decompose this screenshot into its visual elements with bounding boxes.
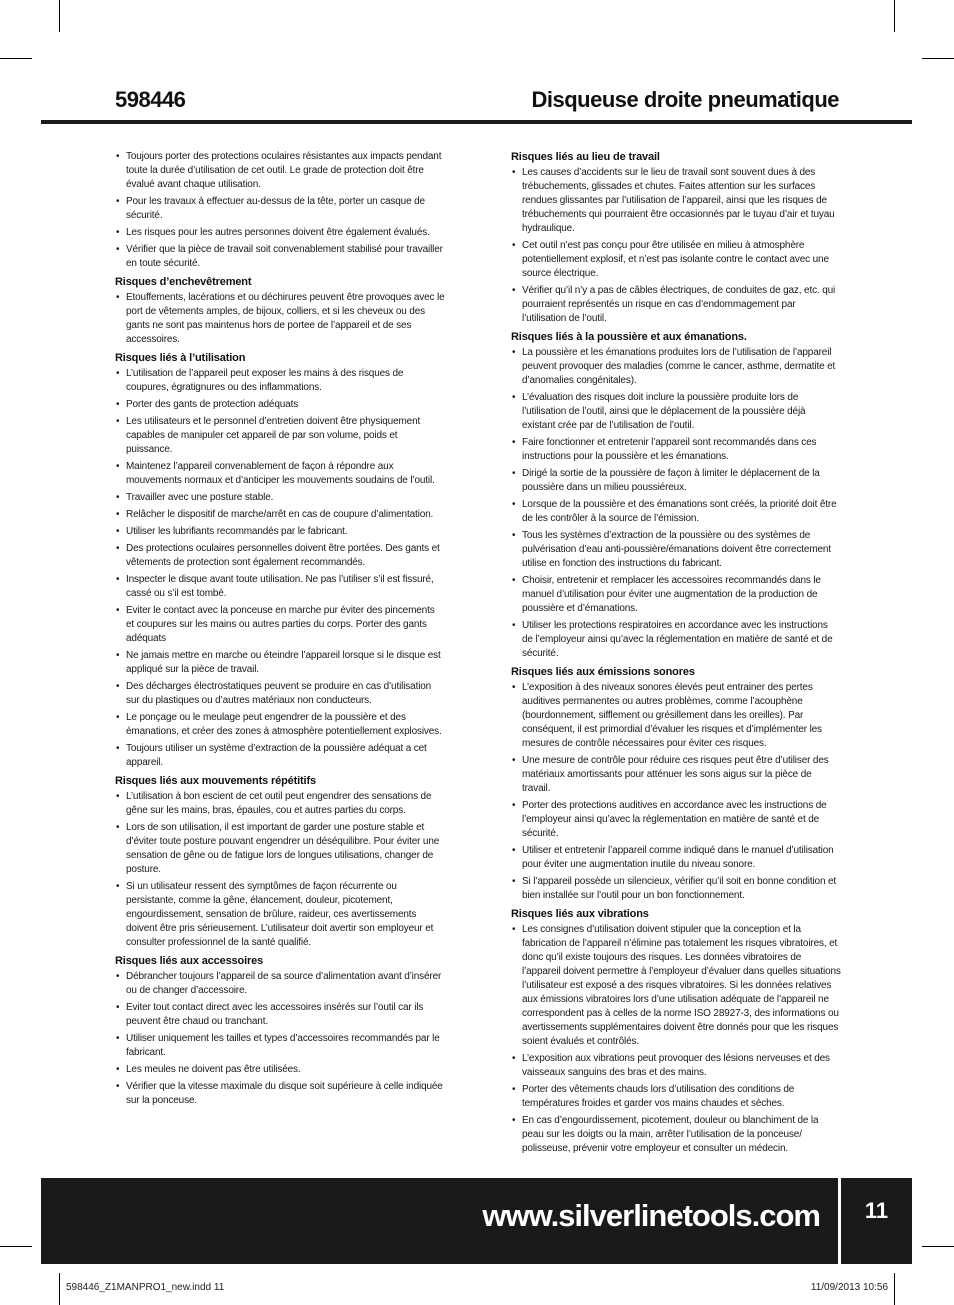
section xyxy=(511,665,841,903)
section xyxy=(115,774,445,950)
bullet-list xyxy=(115,367,445,770)
list-item: • Utiliser uniquement les tailles et types d’accessoires recommandés par le fabricant. xyxy=(115,1032,445,1060)
bullet-list xyxy=(511,346,841,661)
crop-mark xyxy=(922,1246,954,1247)
list-item: • Si l’appareil possède un silencieux, vérifier qu’il soit en bonne condition et bien installée sur l’outil pour un bon fonctionnement. xyxy=(511,875,841,903)
list-item: • L’exposition à des niveaux sonores élevés peut entrainer des pertes auditives permanentes ou autres problèmes, comme l’acouphène (bourdonnement, sifflement ou grésillement dans les oreilles). Par conséquent, il est primordial d’évaluer les risques et d’implémenter les mesures de contrôle nécessaires pour éviter ces risques. xyxy=(511,681,841,751)
section xyxy=(511,907,841,1156)
list-item: • L’évaluation des risques doit inclure la poussière produite lors de l’utilisation de l’outil, ainsi que le déplacement de la poussière déjà existant crée par de l’utilisation de l’outil. xyxy=(511,391,841,433)
bullet-list xyxy=(511,923,841,1156)
list-item: • Toujours porter des protections oculaires résistantes aux impacts pendant toute la durée d’utilisation de cet outil. Le grade de protection doit être évalué avant chaque utilisation. xyxy=(115,150,445,192)
header-rule xyxy=(41,120,912,124)
list-item: • L’utilisation à bon escient de cet outil peut engendrer des sensations de gêne sur les mains, bras, épaules, cou et autres parties du corps. xyxy=(115,790,445,818)
bullet-list xyxy=(115,150,445,271)
list-item: • En cas d’engourdissement, picotement, douleur ou blanchiment de la peau sur les doigts ou la main, arrêter l’utilisation de la ponceuse/ polisseuse, prévenir votre employeur et consulter un médecin. xyxy=(511,1114,841,1156)
section-heading: Risques d’enchevêtrement xyxy=(115,276,252,288)
crop-mark xyxy=(894,0,895,32)
imprint-file: 598446_Z1MANPRO1_new.indd 11 xyxy=(66,1282,225,1293)
list-item: • Des protections oculaires personnelles doivent être portées. Des gants et vêtements de protection sont également recommandés. xyxy=(115,542,445,570)
list-item: • Porter des vêtements chauds lors d’utilisation des conditions de températures froides et garder vos mains chaudes et sèches. xyxy=(511,1083,841,1111)
crop-mark xyxy=(0,58,32,59)
section-heading: Risques liés à la poussière et aux émanations. xyxy=(511,331,747,343)
bullet-list xyxy=(115,291,445,347)
list-item: • Relâcher le dispositif de marche/arrêt en cas de coupure d’alimentation. xyxy=(115,508,445,522)
section xyxy=(115,275,445,347)
list-item: • Vérifier que la pièce de travail soit convenablement stabilisé pour travailler en toute sécurité. xyxy=(115,243,445,271)
page-number-box xyxy=(841,1178,912,1264)
crop-mark xyxy=(922,58,954,59)
list-item: • Débrancher toujours l’appareil de sa source d’alimentation avant d’insérer ou de changer d’accessoire. xyxy=(115,970,445,998)
list-item: • Choisir, entretenir et remplacer les accessoires recommandés dans le manuel d’utilisation pour éviter une augmentation de la production de poussière et d’émanations. xyxy=(511,574,841,616)
list-item: • Cet outil n’est pas conçu pour être utilisée en milieu à atmosphère potentiellement explosif, et n’est pas isolante contre le contact avec une source électrique. xyxy=(511,239,841,281)
list-item: • Le ponçage ou le meulage peut engendrer de la poussière et des émanations, et créer des zones à atmosphère potentiellement explosives. xyxy=(115,711,445,739)
section-heading: Risques liés aux mouvements répétitifs xyxy=(115,775,316,787)
list-item: • Vérifier qu’il n’y a pas de câbles électriques, de conduites de gaz, etc. qui pourraient représentés un risque en cas d’endommagement par l’utilisation de l’outil. xyxy=(511,284,841,326)
list-item: • Travailler avec une posture stable. xyxy=(115,491,445,505)
list-item: • Les utilisateurs et le personnel d’entretien doivent être physiquement capables de manipuler cet appareil de par son volume, poids et puissance. xyxy=(115,415,445,457)
bullet-list xyxy=(115,790,445,950)
section-heading: Risques liés aux émissions sonores xyxy=(511,666,695,678)
list-item: • Des décharges électrostatiques peuvent se produire en cas d’utilisation sur du plastiques ou d’autres matériaux non conducteurs. xyxy=(115,680,445,708)
list-item: • Ne jamais mettre en marche ou éteindre l’appareil lorsque si le disque est appliqué sur la pièce de travail. xyxy=(115,649,445,677)
crop-mark xyxy=(0,1246,32,1247)
list-item: • Porter des gants de protection adéquats xyxy=(115,398,445,412)
list-item: • Une mesure de contrôle pour réduire ces risques peut être d’utiliser des matériaux amortissants pour atténuer les sons aigus sur la pièce de travail. xyxy=(511,754,841,796)
left-column xyxy=(115,150,445,1112)
list-item: • Les consignes d’utilisation doivent stipuler que la conception et la fabrication de l’appareil n’élimine pas totalement les risques vibratoires, et donc qu’il existe toujours des risques. Les données vibratoires de l’appareil doivent permettre à l’employeur d’évaluer dans quelles situations l’utilisateur est exposé a des risques vibratoires. Si les données relatives aux émissions vibratoires lors d’une utilisation adéquate de l’appareil ne correspondent pas à celles de la norme ISO 28927-3, des informations ou avertissements supplémentaires doivent être donnés pour que les risques soient évalués et contrôlés. xyxy=(511,923,841,1049)
list-item: • Etouffements, lacérations et ou déchirures peuvent être provoques avec le port de vêtements amples, de bijoux, colliers, et si les cheveux ou des gants ne sont pas maintenus hors de portee de l’appareil et de ses accessoires. xyxy=(115,291,445,347)
list-item: • L’utilisation de l’appareil peut exposer les mains à des risques de coupures, égratignures ou des inflammations. xyxy=(115,367,445,395)
list-item: • Porter des protections auditives en accordance avec les instructions de l’employeur ainsi qu’avec la réglementation en matière de santé et de sécurité. xyxy=(511,799,841,841)
section xyxy=(511,150,841,326)
list-item: • Vérifier que la vitesse maximale du disque soit supérieure à celle indiquée sur la ponceuse. xyxy=(115,1080,445,1108)
list-item: • Si un utilisateur ressent des symptômes de façon récurrente ou persistante, comme la gêne, élancement, douleur, picotement, engourdissement, sensation de brûlure, raideur, ces avertissements doivent être pris sérieusement. L’utilisateur doit avertir son employeur et consulter professionnel de la santé qualifié. xyxy=(115,880,445,950)
bullet-list xyxy=(511,166,841,326)
list-item: • Utiliser et entretenir l’appareil comme indiqué dans le manuel d’utilisation pour éviter une augmentation inutile du niveau sonore. xyxy=(511,844,841,872)
page-number: 11 xyxy=(864,1198,889,1223)
list-item: • Tous les systèmes d’extraction de la poussière ou des systèmes de pulvérisation d’eau anti-poussière/émanations doivent être correctement utilise en fonction des instructions du fabricant. xyxy=(511,529,841,571)
list-item: • Eviter le contact avec la ponceuse en marche pur éviter des pincements et coupures sur les mains ou autres parties du corps. Porter des gants adéquats xyxy=(115,604,445,646)
crop-mark xyxy=(894,1273,895,1305)
section xyxy=(115,351,445,770)
list-item: • Inspecter le disque avant toute utilisation. Ne pas l’utiliser s’il est fissuré, cassé ou s’il est tombé. xyxy=(115,573,445,601)
crop-mark xyxy=(59,0,60,32)
list-item: • Lors de son utilisation, il est important de garder une posture stable et d’éviter toute posture pouvant engendrer un déséquilibre. Pour éviter une sensation de gêne ou de fatigue lors de longues utilisations, changer de posture. xyxy=(115,821,445,877)
section xyxy=(115,150,445,271)
bullet-list xyxy=(511,681,841,903)
list-item: • Pour les travaux à effectuer au-dessus de la tête, porter un casque de sécurité. xyxy=(115,195,445,223)
list-item: • Utiliser les protections respiratoires en accordance avec les instructions de l’employeur ainsi qu’avec la réglementation en matière de santé et de sécurité. xyxy=(511,619,841,661)
list-item: • Toujours utiliser un système d’extraction de la poussière adéquat a cet appareil. xyxy=(115,742,445,770)
section-heading: Risques liés à l’utilisation xyxy=(115,352,246,364)
model-number: 598446 xyxy=(115,87,186,112)
list-item: • La poussière et les émanations produites lors de l’utilisation de l’appareil peuvent provoquer des maladies (comme le cancer, asthme, dermatite et d’anomalies congénitales). xyxy=(511,346,841,388)
section xyxy=(115,954,445,1108)
page-title: Disqueuse droite pneumatique xyxy=(531,87,839,112)
list-item: • Dirigé la sortie de la poussière de façon à limiter le déplacement de la poussière dans un milieu poussiéreux. xyxy=(511,467,841,495)
list-item: • Faire fonctionner et entretenir l’appareil sont recommandés dans ces instructions pour la poussière et les émanations. xyxy=(511,436,841,464)
list-item: • Eviter tout contact direct avec les accessoires insérés sur l’outil car ils peuvent être chaud ou tranchant. xyxy=(115,1001,445,1029)
footer-bar xyxy=(41,1178,838,1264)
right-column xyxy=(511,150,841,1160)
bullet-list xyxy=(115,970,445,1108)
page-header xyxy=(41,82,912,124)
section-heading: Risques liés aux accessoires xyxy=(115,955,264,967)
list-item: • Utiliser les lubrifiants recommandés par le fabricant. xyxy=(115,525,445,539)
imprint-date: 11/09/2013 10:56 xyxy=(810,1282,888,1293)
list-item: • Les causes d’accidents sur le lieu de travail sont souvent dues à des trébuchements, glissades et chutes. Faites attention sur les surfaces rendues glissantes par l’utilisation de l’appareil, ainsi que les risques de trébuchements qui pourraient être occasionnés par le tuyau d’air et tuyau hydraulique. xyxy=(511,166,841,236)
list-item: • Maintenez l’appareil convenablement de façon à répondre aux mouvements normaux et d’anticiper les mouvements soudains de l’outil. xyxy=(115,460,445,488)
website-url: www.silverlinetools.com xyxy=(482,1198,820,1233)
list-item: • Les meules ne doivent pas être utilisées. xyxy=(115,1063,445,1077)
section-heading: Risques liés au lieu de travail xyxy=(511,151,660,163)
list-item: • Les risques pour les autres personnes doivent être également évalués. xyxy=(115,226,445,240)
list-item: • Lorsque de la poussière et des émanations sont créés, la priorité doit être de les contrôler à la source de l’émission. xyxy=(511,498,841,526)
crop-mark xyxy=(59,1273,60,1305)
section-heading: Risques liés aux vibrations xyxy=(511,908,649,920)
section xyxy=(511,330,841,661)
list-item: • L’exposition aux vibrations peut provoquer des lésions nerveuses et des vaisseaux sanguins des bras et des mains. xyxy=(511,1052,841,1080)
